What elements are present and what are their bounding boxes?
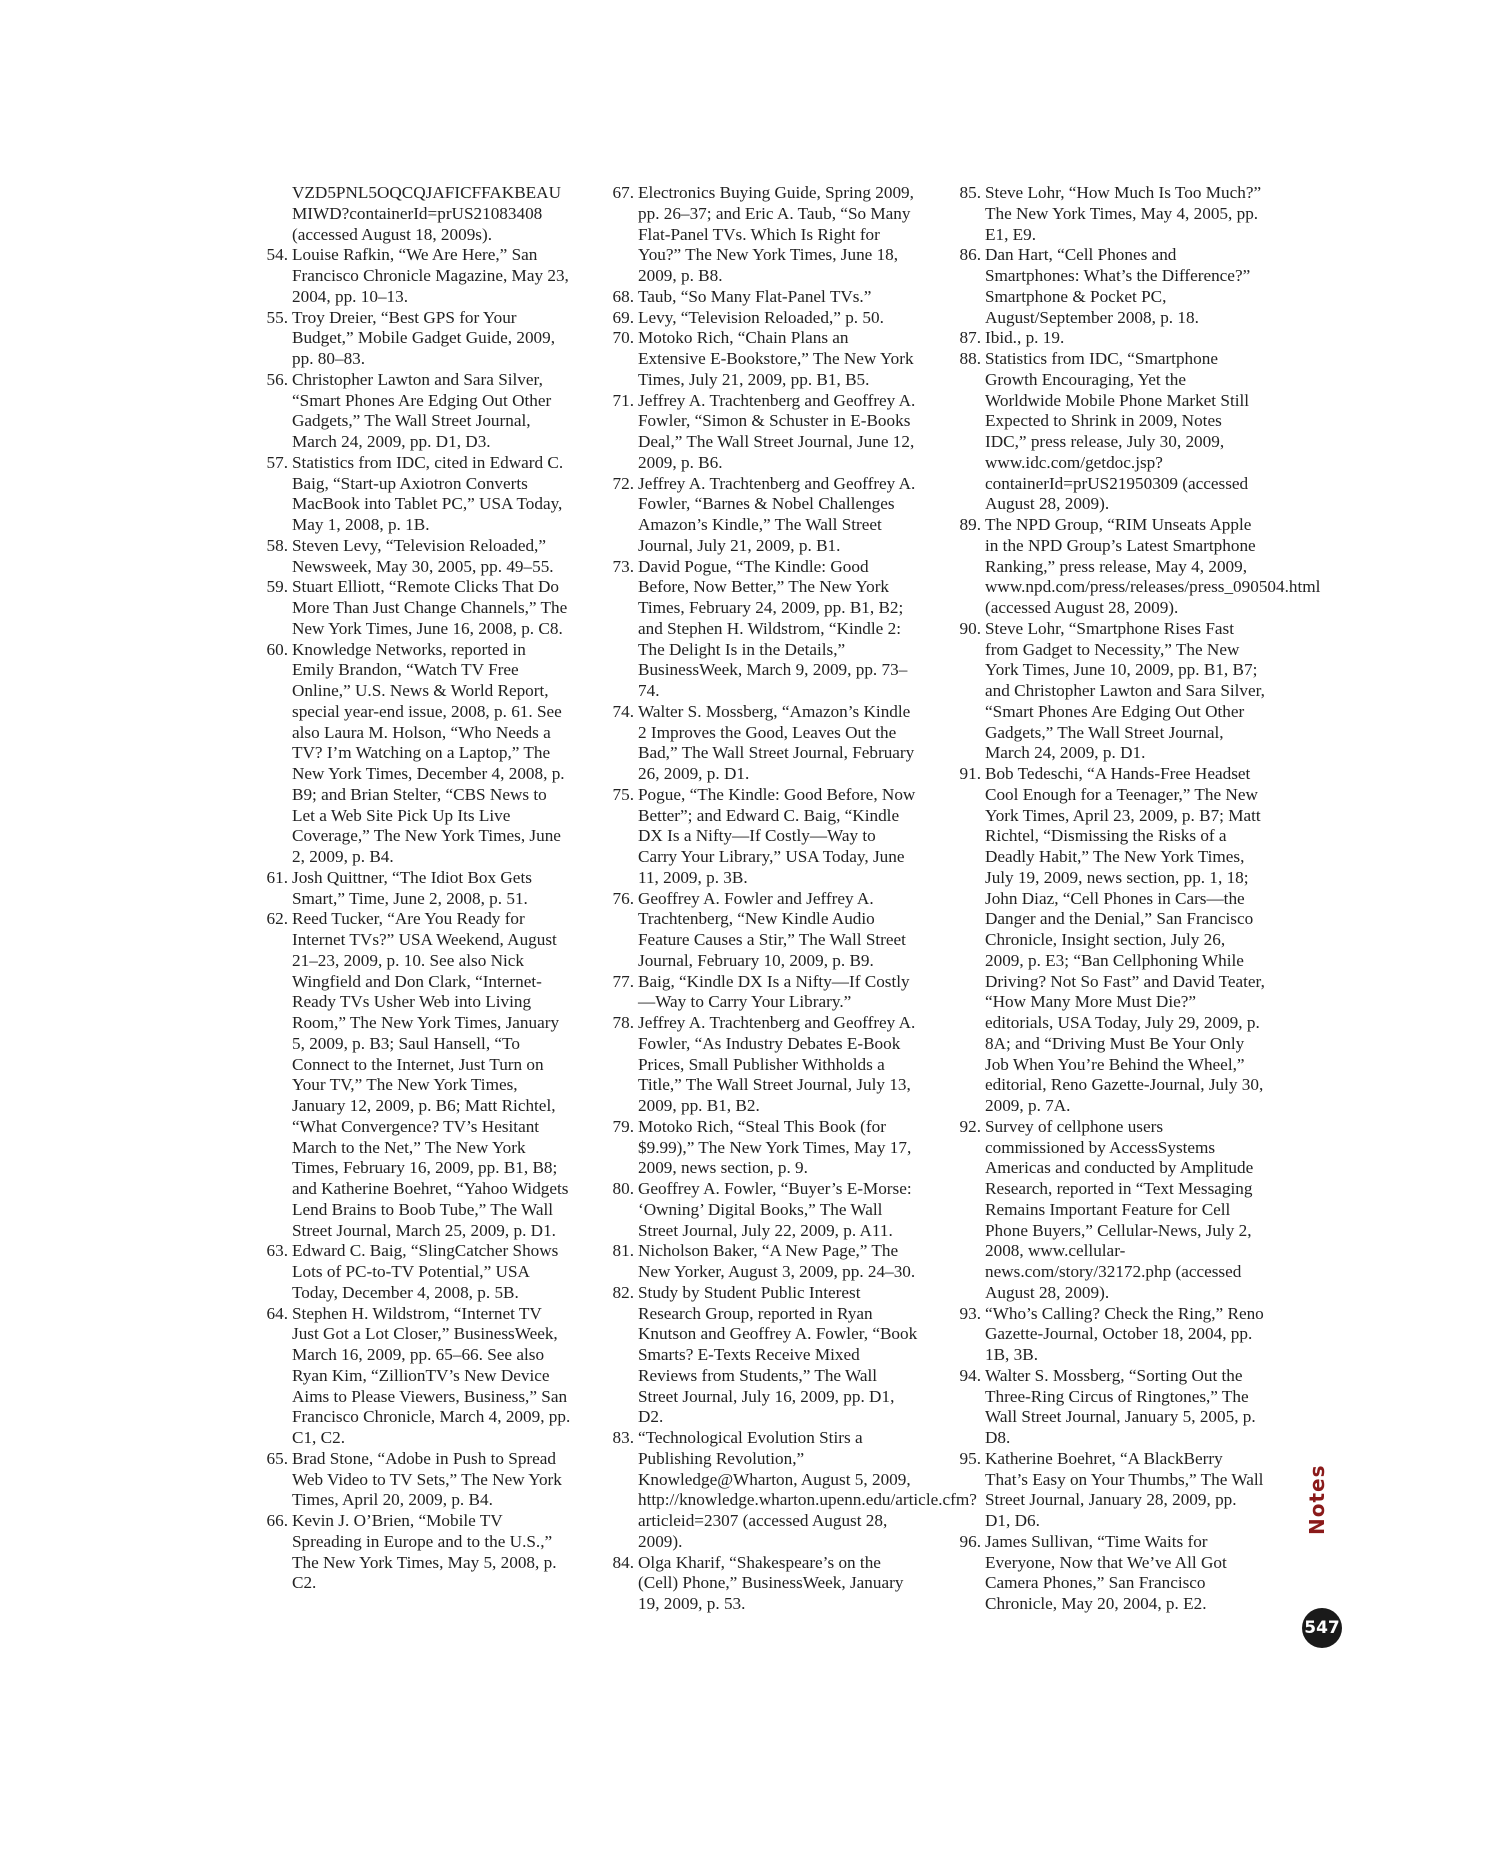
note-number: 89. — [959, 515, 981, 534]
note-text: Nicholson Baker, “A New Page,” The New Yorker, August 3, 2009, pp. 24–30. — [638, 1241, 916, 1281]
note-text: Study by Student Public Interest Research Group, reported in Ryan Knutson and Geoffrey A. Fowler, “Book Smarts? E-Texts Receive Mixed Reviews from Students,” The Wall Street Journal, July 16, 2009, pp. D1, D2. — [638, 1282, 918, 1427]
note-entry — [953, 1366, 1265, 1449]
note-number: 73. — [612, 556, 634, 576]
note-number: 63. — [266, 1241, 288, 1261]
note-text: Christopher Lawton and Sara Silver, “Smart Phones Are Edging Out Other Gadgets,” The Wall Street Journal, March 24, 2009, pp. D1, D3. — [292, 369, 552, 451]
section-label: Notes — [1305, 1464, 1329, 1535]
note-entry — [606, 702, 918, 785]
note-number: 61. — [266, 867, 288, 887]
note-entry — [606, 785, 918, 889]
note-number: 71. — [612, 390, 634, 410]
note-text: Walter S. Mossberg, “Sorting Out the Three-Ring Circus of Ringtones,” The Wall Street Journal, January 5, 2005, p. D8. — [985, 1365, 1256, 1447]
note-entry — [606, 328, 918, 390]
note-number: 62. — [266, 909, 288, 929]
note-entry — [260, 1511, 572, 1594]
note-text: Kevin J. O’Brien, “Mobile TV Spreading in Europe and to the U.S.,” The New York Times, May 5, 2008, p. C2. — [292, 1511, 557, 1593]
note-text: Baig, “Kindle DX Is a Nifty—If Costly—Way to Carry Your Library.” — [638, 971, 910, 1012]
note-number: 81. — [612, 1241, 634, 1261]
note-entry — [953, 1304, 1265, 1366]
note-text: Dan Hart, “Cell Phones and Smartphones: What’s the Difference?” Smartphone & Pocket PC, August/September 2008, p. 18. — [985, 245, 1251, 327]
note-entry — [260, 245, 572, 307]
note-entry — [953, 1449, 1265, 1532]
note-text: “Technological Evolution Stirs a Publishing Revolution,” Knowledge@Wharton, August 5, 2009, http://knowledge.wharton.upenn.edu/article.cfm?articleid=2307 (accessed August 28, 2009). — [638, 1428, 977, 1551]
note-number: 85. — [959, 183, 981, 202]
note-text: Statistics from IDC, cited in Edward C. Baig, “Start-up Axiotron Converts MacBook into Tablet PC,” USA Today, May 1, 2008, p. 1B. — [292, 452, 564, 534]
note-number: 69. — [612, 307, 634, 327]
note-number: 56. — [266, 369, 288, 389]
note-text: Katherine Boehret, “A BlackBerry That’s Easy on Your Thumbs,” The Wall Street Journal, January 28, 2009, pp. D1, D6. — [985, 1448, 1264, 1530]
note-entry — [606, 1013, 918, 1117]
note-number: 68. — [612, 286, 634, 306]
note-number: 95. — [959, 1448, 981, 1468]
note-text: Knowledge Networks, reported in Emily Brandon, “Watch TV Free Online,” U.S. News & World Report, special year-end issue, 2008, p. 61. See also Laura M. Holson, “Who Needs a TV? I’m Watching on a Laptop,” The New York Times, December 4, 2008, p. B9; and Brian Stelter, “CBS News to Let a Web Site Pick Up Its Live Coverage,” The New York Times, June 2, 2009, p. B4. — [292, 639, 565, 866]
note-entry — [953, 328, 1265, 349]
note-text: Jeffrey A. Trachtenberg and Geoffrey A. Fowler, “Simon & Schuster in E-Books Deal,” The Wall Street Journal, June 12, 2009, p. B6. — [638, 390, 916, 472]
note-number: 64. — [266, 1303, 288, 1323]
note-text: Levy, “Television Reloaded,” p. 50. — [638, 307, 884, 327]
note-entry — [260, 1304, 572, 1449]
note-number: 55. — [266, 307, 288, 327]
note-entry — [260, 909, 572, 1241]
note-text: The NPD Group, “RIM Unseats Apple in the NPD Group’s Latest Smartphone Ranking,” press release, May 4, 2009, www.npd.com/press/releases/press_090504.html (accessed August 28, 2009). — [985, 515, 1321, 617]
note-entry — [260, 1241, 572, 1303]
note-number: 58. — [266, 535, 288, 555]
note-entry — [606, 183, 918, 287]
note-entry — [953, 349, 1265, 515]
note-entry — [606, 308, 918, 329]
note-number: 84. — [612, 1552, 634, 1572]
note-number: 94. — [959, 1365, 981, 1385]
note-entry — [606, 1283, 918, 1428]
note-text: Olga Kharif, “Shakespeare’s on the (Cell) Phone,” BusinessWeek, January 19, 2009, p. 53. — [638, 1552, 904, 1613]
note-text: Stuart Elliott, “Remote Clicks That Do More Than Just Change Channels,” The New York Times, June 16, 2008, p. C8. — [292, 577, 568, 638]
note-entry — [260, 536, 572, 578]
note-entry — [606, 557, 918, 702]
note-entry — [606, 889, 918, 972]
note-text: Reed Tucker, “Are You Ready for Internet TVs?” USA Weekend, August 21–23, 2009, p. 10. See also Nick Wingfield and Don Clark, “Internet-Ready TVs Usher Web into Living Room,” The New York Times, January 5, 2009, p. B3; Saul Hansell, “To Connect to the Internet, Just Turn on Your TV,” The New York Times, January 12, 2009, p. B6; Matt Richtel, “What Convergence? TV’s Hesitant March to the Net,” The New York Times, February 16, 2009, pp. B1, B8; and Katherine Boehret, “Yahoo Widgets Lend Brains to Boob Tube,” The Wall Street Journal, March 25, 2009, p. D1. — [292, 909, 569, 1240]
note-number: 79. — [612, 1116, 634, 1136]
note-entry — [606, 287, 918, 308]
note-number: 91. — [959, 764, 981, 783]
note-entry — [606, 1117, 918, 1179]
note-text: Ibid., p. 19. — [985, 328, 1065, 348]
note-text: Steve Lohr, “Smartphone Rises Fast from Gadget to Necessity,” The New York Times, June 10, 2009, pp. B1, B7; and Christopher Lawton and Sara Silver, “Smart Phones Are Edging Out Other Gadgets,” The Wall Street Journal, March 24, 2009, p. D1. — [985, 618, 1265, 763]
note-text: James Sullivan, “Time Waits for Everyone, Now that We’ve All Got Camera Phones,” San Francisco Chronicle, May 20, 2004, p. E2. — [985, 1531, 1227, 1613]
note-entry — [953, 1117, 1265, 1304]
note-text: Jeffrey A. Trachtenberg and Geoffrey A. Fowler, “As Industry Debates E-Book Prices, Small Publisher Withholds a Title,” The Wall Street Journal, July 13, 2009, pp. B1, B2. — [638, 1013, 916, 1115]
note-number: 93. — [959, 1303, 981, 1323]
note-number: 96. — [959, 1531, 981, 1551]
page-number-badge: 547 — [1302, 1608, 1342, 1648]
note-text: Brad Stone, “Adobe in Push to Spread Web Video to TV Sets,” The New York Times, April 20, 2009, p. B4. — [292, 1448, 562, 1510]
note-text: Pogue, “The Kindle: Good Before, Now Better”; and Edward C. Baig, “Kindle DX Is a Nifty—If Costly—Way to Carry Your Library,” USA Today, June 11, 2009, p. 3B. — [638, 784, 916, 887]
notes-column-1 — [260, 183, 572, 1594]
note-entry — [953, 764, 1265, 1117]
note-number: 65. — [266, 1448, 288, 1468]
note-text: Statistics from IDC, “Smartphone Growth Encouraging, Yet the Worldwide Mobile Phone Market Still Expected to Shrink in 2009, Notes IDC,” press release, July 30, 2009, www.idc.com/getdoc.jsp?containerId=prUS21950309 (accessed August 28, 2009). — [985, 349, 1250, 514]
note-number: 74. — [612, 701, 634, 721]
note-number: 60. — [266, 639, 288, 659]
note-number: 75. — [612, 784, 634, 804]
note-number: 70. — [612, 328, 634, 348]
note-text: Electronics Buying Guide, Spring 2009, pp. 26–37; and Eric A. Taub, “So Many Flat-Panel TVs. Which Is Right for You?” The New York Times, June 18, 2009, p. B8. — [638, 183, 914, 285]
note-text: Stephen H. Wildstrom, “Internet TV Just Got a Lot Closer,” BusinessWeek, March 16, 2009, pp. 65–66. See also Ryan Kim, “ZillionTV’s New Device Aims to Please Viewers, Business,” San Francisco Chronicle, March 4, 2009, pp. C1, C2. — [292, 1303, 571, 1447]
note-number: 66. — [266, 1511, 288, 1530]
note-entry — [260, 1449, 572, 1511]
note-number: 86. — [959, 245, 981, 265]
note-text: Walter S. Mossberg, “Amazon’s Kindle 2 Improves the Good, Leaves Out the Bad,” The Wall Street Journal, February 26, 2009, p. D1. — [638, 701, 915, 783]
note-text: Taub, “So Many Flat-Panel TVs.” — [638, 286, 872, 306]
note-text: Motoko Rich, “Chain Plans an Extensive E-Bookstore,” The New York Times, July 21, 2009, pp. B1, B5. — [638, 328, 914, 389]
note-text: Geoffrey A. Fowler and Jeffrey A. Trachtenberg, “New Kindle Audio Feature Causes a Stir,” The Wall Street Journal, February 10, 2009, p. B9. — [638, 888, 906, 970]
note-entry — [953, 183, 1265, 245]
note-text: Jeffrey A. Trachtenberg and Geoffrey A. Fowler, “Barnes & Nobel Challenges Amazon’s Kindle,” The Wall Street Journal, July 21, 2009, p. B1. — [638, 473, 916, 555]
note-entry — [606, 474, 918, 557]
note-entry — [260, 453, 572, 536]
note-entry — [606, 1241, 918, 1283]
note-entry — [606, 1179, 918, 1241]
note-text: Survey of cellphone users commissioned by AccessSystems Americas and conducted by Amplitude Research, reported in “Text Messaging Remains Important Feature for Cell Phone Buyers,” Cellular-News, July 2, 2008, www.cellular-news.com/story/32172.php (accessed August 28, 2009). — [985, 1116, 1254, 1302]
note-entry — [953, 619, 1265, 764]
note-number: 77. — [612, 971, 634, 991]
note-number: 87. — [959, 328, 981, 348]
note-number: 72. — [612, 473, 634, 493]
note-text: Steven Levy, “Television Reloaded,” Newsweek, May 30, 2005, pp. 49–55. — [292, 535, 554, 576]
note-number: 82. — [612, 1282, 634, 1302]
note-number: 59. — [266, 577, 288, 597]
note-number: 80. — [612, 1179, 634, 1198]
note-text: Edward C. Baig, “SlingCatcher Shows Lots of PC-to-TV Potential,” USA Today, December 4, 2008, p. 5B. — [292, 1241, 559, 1302]
note-entry — [953, 1532, 1265, 1615]
note-number: 92. — [959, 1116, 981, 1136]
note-text: Motoko Rich, “Steal This Book (for $9.99),” The New York Times, May 17, 2009, news section, p. 9. — [638, 1116, 912, 1178]
note-number: 54. — [266, 245, 288, 265]
note-entry — [260, 183, 572, 245]
note-entry — [606, 391, 918, 474]
note-number: 88. — [959, 349, 981, 368]
note-number: 57. — [266, 452, 288, 472]
note-number: 76. — [612, 888, 634, 908]
note-text: Steve Lohr, “How Much Is Too Much?” The New York Times, May 4, 2005, pp. E1, E9. — [985, 183, 1262, 244]
note-entry — [260, 577, 572, 639]
note-text: Josh Quittner, “The Idiot Box Gets Smart,” Time, June 2, 2008, p. 51. — [292, 867, 532, 908]
note-entry — [606, 972, 918, 1014]
note-number: 83. — [612, 1428, 634, 1447]
note-text: Troy Dreier, “Best GPS for Your Budget,” Mobile Gadget Guide, 2009, pp. 80–83. — [292, 307, 556, 368]
note-text: “Who’s Calling? Check the Ring,” Reno Gazette-Journal, October 18, 2004, pp. 1B, 3B. — [985, 1303, 1264, 1364]
note-number: 67. — [612, 183, 634, 202]
note-number: 90. — [959, 618, 981, 638]
note-entry — [260, 370, 572, 453]
note-text: Geoffrey A. Fowler, “Buyer’s E-Morse: ‘Owning’ Digital Books,” The Wall Street Journal, July 22, 2009, p. A11. — [638, 1179, 912, 1240]
note-text: Bob Tedeschi, “A Hands-Free Headset Cool Enough for a Teenager,” The New York Times, April 23, 2009, p. B7; Matt Richtel, “Dismissing the Risks of a Deadly Habit,” The New York Times, July 19, 2009, news section, pp. 1, 18; John Diaz, “Cell Phones in Cars—the Danger and the Denial,” San Francisco Chronicle, Insight section, July 26, 2009, p. E3; “Ban Cellphoning While Driving? Not So Fast” and David Teater, “How Many More Must Die?” editorials, USA Today, July 29, 2009, p. 8A; and “Driving Must Be Your Only Job When You’re Behind the Wheel,” editorial, Reno Gazette-Journal, July 30, 2009, p. 7A. — [985, 764, 1265, 1115]
note-entry — [953, 515, 1321, 619]
note-entry — [260, 868, 572, 910]
note-entry — [260, 308, 572, 370]
note-entry — [606, 1553, 918, 1615]
notes-column-3 — [953, 183, 1321, 1615]
note-number: 78. — [612, 1013, 634, 1032]
note-entry — [260, 640, 572, 868]
note-text: Louise Rafkin, “We Are Here,” San Francisco Chronicle Magazine, May 23, 2004, pp. 10–13. — [292, 245, 569, 306]
note-text: VZD5PNL5OQCQJAFICFFAKBEAU MIWD?containerId=prUS21083408 (accessed August 18, 2009s). — [292, 183, 561, 244]
note-entry — [953, 245, 1265, 328]
note-text: David Pogue, “The Kindle: Good Before, Now Better,” The New York Times, February 24, 2009, pp. B1, B2; and Stephen H. Wildstrom, “Kindle 2: The Delight Is in the Details,” BusinessWeek, March 9, 2009, pp. 73–74. — [638, 556, 908, 700]
